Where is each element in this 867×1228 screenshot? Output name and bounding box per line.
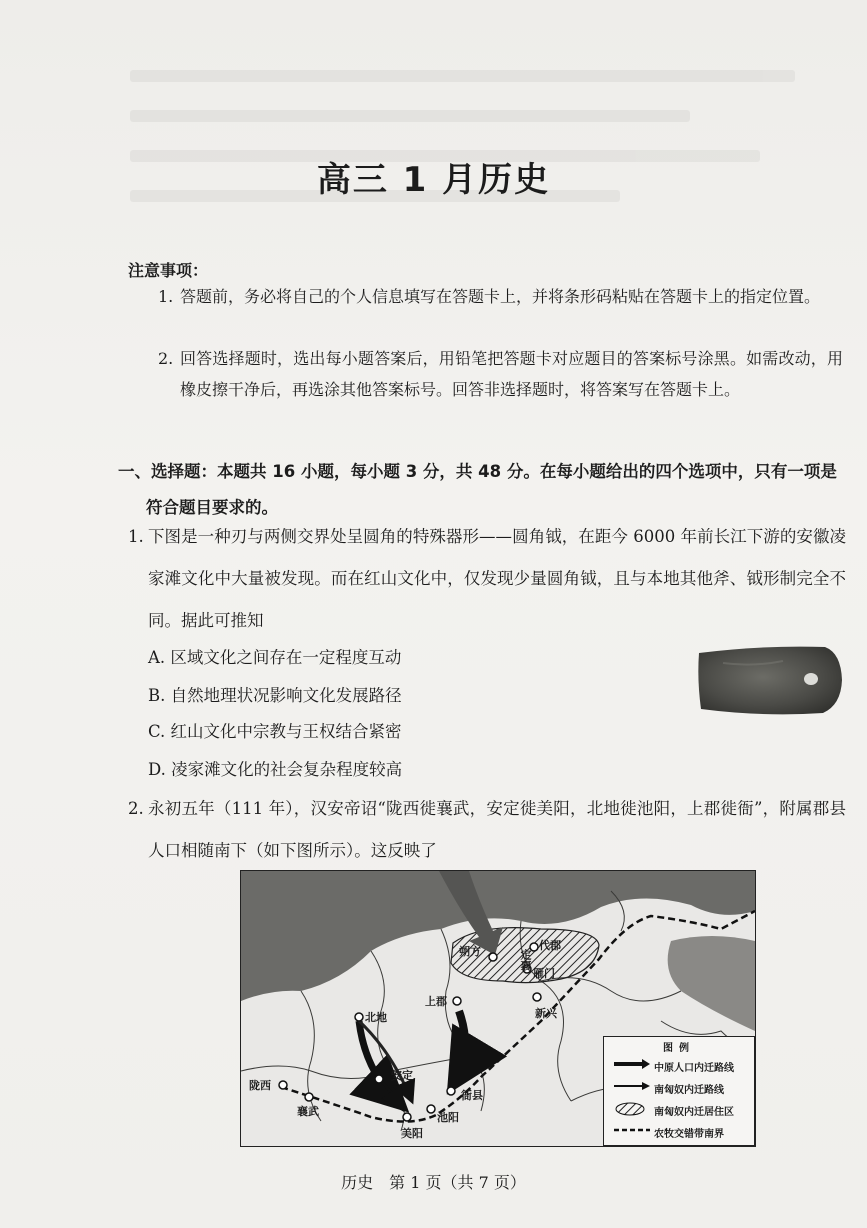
question-1 xyxy=(128,516,846,642)
option-d: D. 凌家滩文化的社会复杂程度较高 xyxy=(148,760,403,779)
section-heading-line2: 符合题目要求的。 xyxy=(146,498,278,517)
notice-item-text: 回答选择题时，选出每小题答案后，用铅笔把答题卡对应题目的答案标号涂黑。如需改动，用橡皮擦干净后，再选涂其他答案标号。回答非选择题时，将答案写在答题卡上。 xyxy=(180,349,843,399)
notice-item-number: 2. xyxy=(158,349,174,368)
map-label: 池阳 xyxy=(437,1111,459,1124)
map-legend xyxy=(603,1036,755,1146)
section-heading-line1: 一、选择题：本题共 16 小题，每小题 3 分，共 48 分。在每小题给出的四个选项中，只有一项是 xyxy=(118,462,837,481)
map-label: 朔方 xyxy=(459,945,481,958)
legend-row xyxy=(612,1057,752,1075)
page-footer: 历史 第 1 页（共 7 页） xyxy=(341,1173,526,1192)
legend-title: 图例 xyxy=(663,1043,695,1054)
notice-item-text: 答题前，务必将自己的个人信息填写在答题卡上，并将条形码粘贴在答题卡上的指定位置。 xyxy=(180,287,821,306)
question-2 xyxy=(128,788,846,872)
map-label: 上郡 xyxy=(425,995,447,1008)
exam-title: 高三 1 月历史 xyxy=(316,160,551,200)
notice-item-number: 1. xyxy=(158,287,174,306)
notice-heading: 注意事项： xyxy=(128,261,209,280)
thick-arrow-icon xyxy=(612,1057,652,1071)
question-stem: 下图是一种刃与两侧交界处呈圆角的特殊器形——圆角钺，在距今 6000 年前长江下游的安徽凌家滩文化中大量被发现。而在红山文化中，仅发现少量圆角钺，且与本地其他斧、钺形制完全不同。据此可推知 xyxy=(148,527,846,630)
map-label: 雁门 xyxy=(533,967,555,980)
dashed-line-icon xyxy=(612,1123,652,1137)
option-b: B. 自然地理状况影响文化发展路径 xyxy=(148,686,402,705)
map-label: 新兴 xyxy=(535,1007,557,1020)
legend-row xyxy=(612,1123,752,1141)
option-a: A. 区域文化之间存在一定程度互动 xyxy=(148,648,402,667)
map-label: 陇西 xyxy=(249,1079,271,1092)
question-number: 1. xyxy=(128,527,144,546)
option-c: C. 红山文化中宗教与王权结合紧密 xyxy=(148,722,402,741)
map-label: 美阳 xyxy=(401,1127,423,1140)
map-label: 定襄 xyxy=(519,949,532,971)
legend-label: 中原人口内迁路线 xyxy=(654,1063,734,1074)
legend-label: 农牧交错带南界 xyxy=(654,1129,724,1140)
legend-label: 南匈奴内迁路线 xyxy=(654,1085,724,1096)
map-label: 襄武 xyxy=(297,1105,319,1118)
legend-label: 南匈奴内迁居住区 xyxy=(654,1107,734,1118)
question-number: 2. xyxy=(128,799,144,818)
notice-item xyxy=(158,281,843,312)
map-label: 衙县 xyxy=(461,1089,483,1102)
map-label: 北地 xyxy=(365,1011,387,1024)
migration-map xyxy=(240,870,756,1147)
legend-row xyxy=(612,1079,752,1097)
map-label: 安定 xyxy=(391,1069,413,1082)
map-label: 代郡 xyxy=(539,939,561,952)
question-stem: 永初五年（111 年），汉安帝诏“陇西徙襄武，安定徙美阳，北地徙池阳，上郡徙衙”，附属郡县人口相随南下（如下图所示）。这反映了 xyxy=(148,799,846,860)
legend-row xyxy=(612,1101,752,1119)
hatched-area-icon xyxy=(612,1101,652,1117)
thin-arrow-icon xyxy=(612,1079,652,1093)
jade-axe-image xyxy=(693,643,843,717)
notice-item xyxy=(158,343,843,405)
